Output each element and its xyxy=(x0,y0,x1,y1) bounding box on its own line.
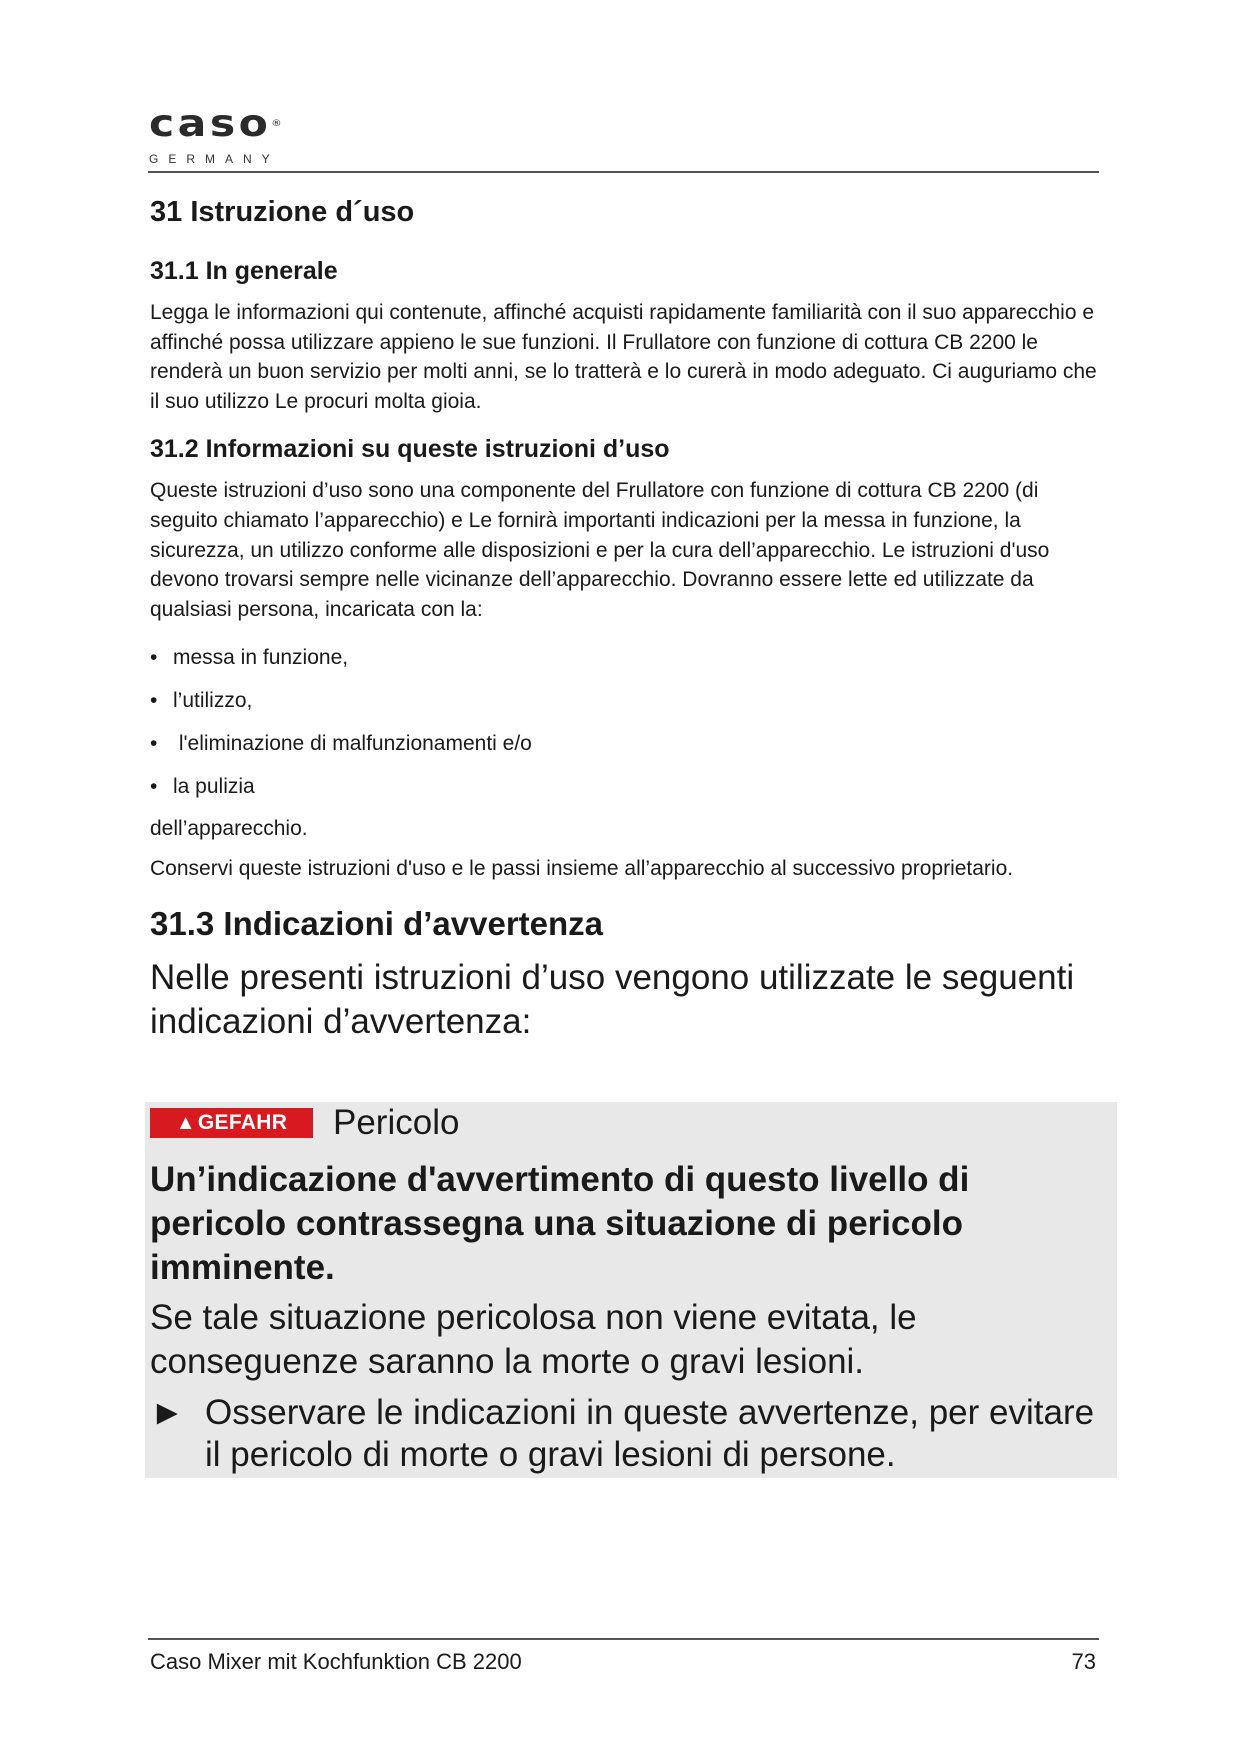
header-divider xyxy=(148,171,1099,173)
bullet-icon: • xyxy=(150,775,158,799)
bullet-icon: • xyxy=(150,646,158,670)
logo-subtitle: GERMANY xyxy=(149,152,280,166)
warning-consequence: Se tale situazione pericolosa non viene evitata, le conseguenze saranno la morte o gravi lesioni. xyxy=(150,1298,917,1381)
warning-triangle-icon: ▲ xyxy=(175,1111,196,1134)
section-1-title: 31.1 In generale xyxy=(150,257,338,285)
bullet-icon: • xyxy=(150,732,158,756)
list-item: • l'eliminazione di malfunzionamenti e/o xyxy=(150,722,1110,765)
danger-badge: ▲ GEFAHR xyxy=(150,1108,313,1138)
list-item: • messa in funzione, xyxy=(150,636,1110,679)
list-continuation: dell’apparecchio. xyxy=(150,817,308,841)
page-footer xyxy=(150,1649,1096,1675)
logo-wordmark: caso® xyxy=(149,102,282,145)
bullet-icon: • xyxy=(150,689,158,713)
section-2-body: Queste istruzioni d’uso sono una componente del Frullatore con funzione di cottura CB 2200 (di seguito chiamato l’apparecchio) e Le fornirà importanti indicazioni per la messa in funzione, la sicurezza, un utilizzo conforme alle disposizioni e per la cura dell’apparecchio. Le istruzioni d'uso devono trovarsi sempre nelle vicinanze dell’apparecchio. Dovranno essere lette ed utilizzate da qualsiasi persona, incaricata con la: xyxy=(150,479,1050,621)
list-item: • l’utilizzo, xyxy=(150,679,1110,722)
footer-product-name: Caso Mixer mit Kochfunktion CB 2200 xyxy=(150,1649,522,1674)
section-2-closing: Conservi queste istruzioni d'uso e le passi insieme all’apparecchio al successivo proprietario. xyxy=(150,856,1014,880)
footer-divider xyxy=(148,1638,1099,1640)
brand-logo xyxy=(149,104,289,166)
warning-title: Pericolo xyxy=(333,1103,460,1142)
section-3-title: 31.3 Indicazioni d’avvertenza xyxy=(150,904,604,942)
warning-definition: Un’indicazione d'avvertimento di questo livello di pericolo contrassegna una situazione di pericolo imminente. xyxy=(150,1160,970,1287)
list-item: • la pulizia xyxy=(150,765,1110,808)
chapter-title: 31 Istruzione d´uso xyxy=(150,196,415,228)
arrow-right-icon: ► xyxy=(150,1393,185,1432)
page-number: 73 xyxy=(1071,1649,1096,1674)
warning-action: ► Osservare le indicazioni in queste avvertenze, per evitare il pericolo di morte o gravi lesioni di persone. xyxy=(150,1393,1095,1474)
warning-header xyxy=(150,1104,1105,1142)
section-3-intro: Nelle presenti istruzioni d’uso vengono utilizzate le seguenti indicazioni d’avvertenza: xyxy=(150,957,1075,1041)
responsibility-list xyxy=(150,636,1110,808)
section-1-body: Legga le informazioni qui contenute, affinché acquisti rapidamente familiarità con il suo apparecchio e affinché possa utilizzare appieno le sue funzioni. Il Frullatore con funzione di cottura CB 2200 le renderà un buon servizio per molti anni, se lo tratterà e lo curerà in modo adeguato. Ci auguriamo che il suo utilizzo Le procuri molta gioia. xyxy=(150,301,1097,413)
section-2-title: 31.2 Informazioni su queste istruzioni d’uso xyxy=(150,435,670,464)
page-content xyxy=(150,194,1110,1058)
danger-warning-box xyxy=(145,1102,1117,1478)
